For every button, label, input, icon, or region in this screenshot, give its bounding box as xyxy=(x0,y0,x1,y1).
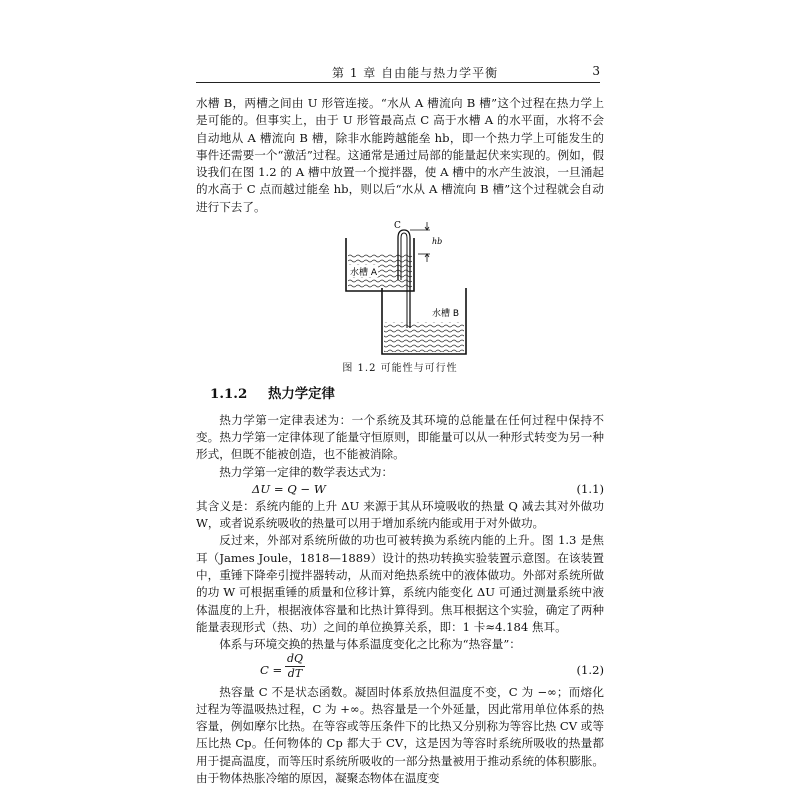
tank-diagram xyxy=(196,218,604,360)
tank-b-water xyxy=(384,322,464,352)
equation-1-1-number: (1.1) xyxy=(576,481,604,496)
tank-b-label: 水槽 B xyxy=(432,309,460,320)
paragraph-4: 其含义是：系统内能的上升 ΔU 来源于其从环境吸收的热量 Q 减去其对外做功 W，或者说系统吸收的热量可以用于增加系统内能或用于对外做功。 xyxy=(196,498,604,531)
equation-1-1-body: ΔU = Q − W xyxy=(252,481,326,496)
equation-1-1 xyxy=(196,481,604,498)
paragraph-3: 热力学第一定律的数学表达式为： xyxy=(219,464,394,479)
page-number: 3 xyxy=(592,64,600,78)
equation-1-2-number: (1.2) xyxy=(576,662,604,677)
section-heading xyxy=(210,386,604,403)
header-rule xyxy=(196,82,600,83)
fraction-denominator: dT xyxy=(287,666,303,680)
section-number: 1.1.2 xyxy=(210,386,248,403)
point-c-label: C xyxy=(394,221,401,232)
paragraph-1: 水槽 B，两槽之间由 U 形管连接。“水从 A 槽流向 B 槽”这个过程在热力学上是可能的。但事实上，由于 U 形管最高点 C 高于水槽 A 的水平面，水将不会自动地从 A 槽流向 B 槽，除非水能跨越能垒 hb，即一个热力学上可能发生的事件还需要一个“激活”过程。这通常是通过局部的能量起伏来实现的。例如，假设我们在图 1.2 的 A 槽中放置一个搅拌器，使 A 槽中的水产生波浪，一旦涌起的水高于 C 点而越过能垒 hb，则以后“水从 A 槽流向 B 槽”这个过程就会自动进行下去了。 xyxy=(196,96,604,214)
chapter-title: 第 1 章 自由能与热力学平衡 xyxy=(332,66,499,80)
fraction-numerator: dQ xyxy=(286,651,304,665)
paragraph-7: 热容量 C 不是状态函数。凝固时体系放热但温度不变，C 为 −∞；而熔化过程为等温吸热过程，C 为 +∞。热容量是一个外延量，因此常用单位体系的热容量，例如摩尔比热。在等容或等压条件下的比热又分别称为等容比热 CV 或等压比热 Cp。任何物体的 Cp 都大于 CV，这是因为等容时系统所吸收的热量都用于提高温度，而等压时系统所吸收的一部分热量被用于推动系统的体积膨胀。由于物体热胀冷缩的原因，凝聚态物体在温度变 xyxy=(196,684,604,786)
figure-caption: 图 1.2 可能性与可行性 xyxy=(342,363,458,375)
equation-1-2 xyxy=(196,651,604,684)
paragraph-6: 体系与环境交换的热量与体系温度变化之比称为“热容量”： xyxy=(219,637,521,652)
barrier-label: hb xyxy=(432,237,443,247)
figure-1-2 xyxy=(196,218,604,360)
body-text xyxy=(196,95,604,787)
equation-1-2-lhs: C = xyxy=(260,662,283,677)
equation-1-2-fraction xyxy=(285,652,305,681)
paragraph-2: 热力学第一定律表述为：一个系统及其环境的总能量在任何过程中保持不变。热力学第一定律体现了能量守恒原则，即能量可以从一种形式转变为另一种形式，但既不能被创造，也不能被消除。 xyxy=(196,412,604,462)
running-header xyxy=(196,64,600,80)
section-title: 热力学定律 xyxy=(267,386,335,403)
paragraph-5: 反过来，外部对系统所做的功也可被转换为系统内能的上升。图 1.3 是焦耳（James Joule，1818—1889）设计的热功转换实验装置示意图。在该装置中，重锤下降牵引搅拌器转动，从而对绝热系统中的液体做功。外部对系统所做的功 W 可根据重锤的质量和位移计算，系统内能变化 ΔU 可通过测量系统中液体温度的上升，根据液体容量和比热计算得到。焦耳根据这个实验，确定了两种能量表现形式（热、功）之间的单位换算关系，即：1 卡≈4.184 焦耳。 xyxy=(196,533,604,634)
tank-a-label: 水槽 A xyxy=(350,268,378,279)
